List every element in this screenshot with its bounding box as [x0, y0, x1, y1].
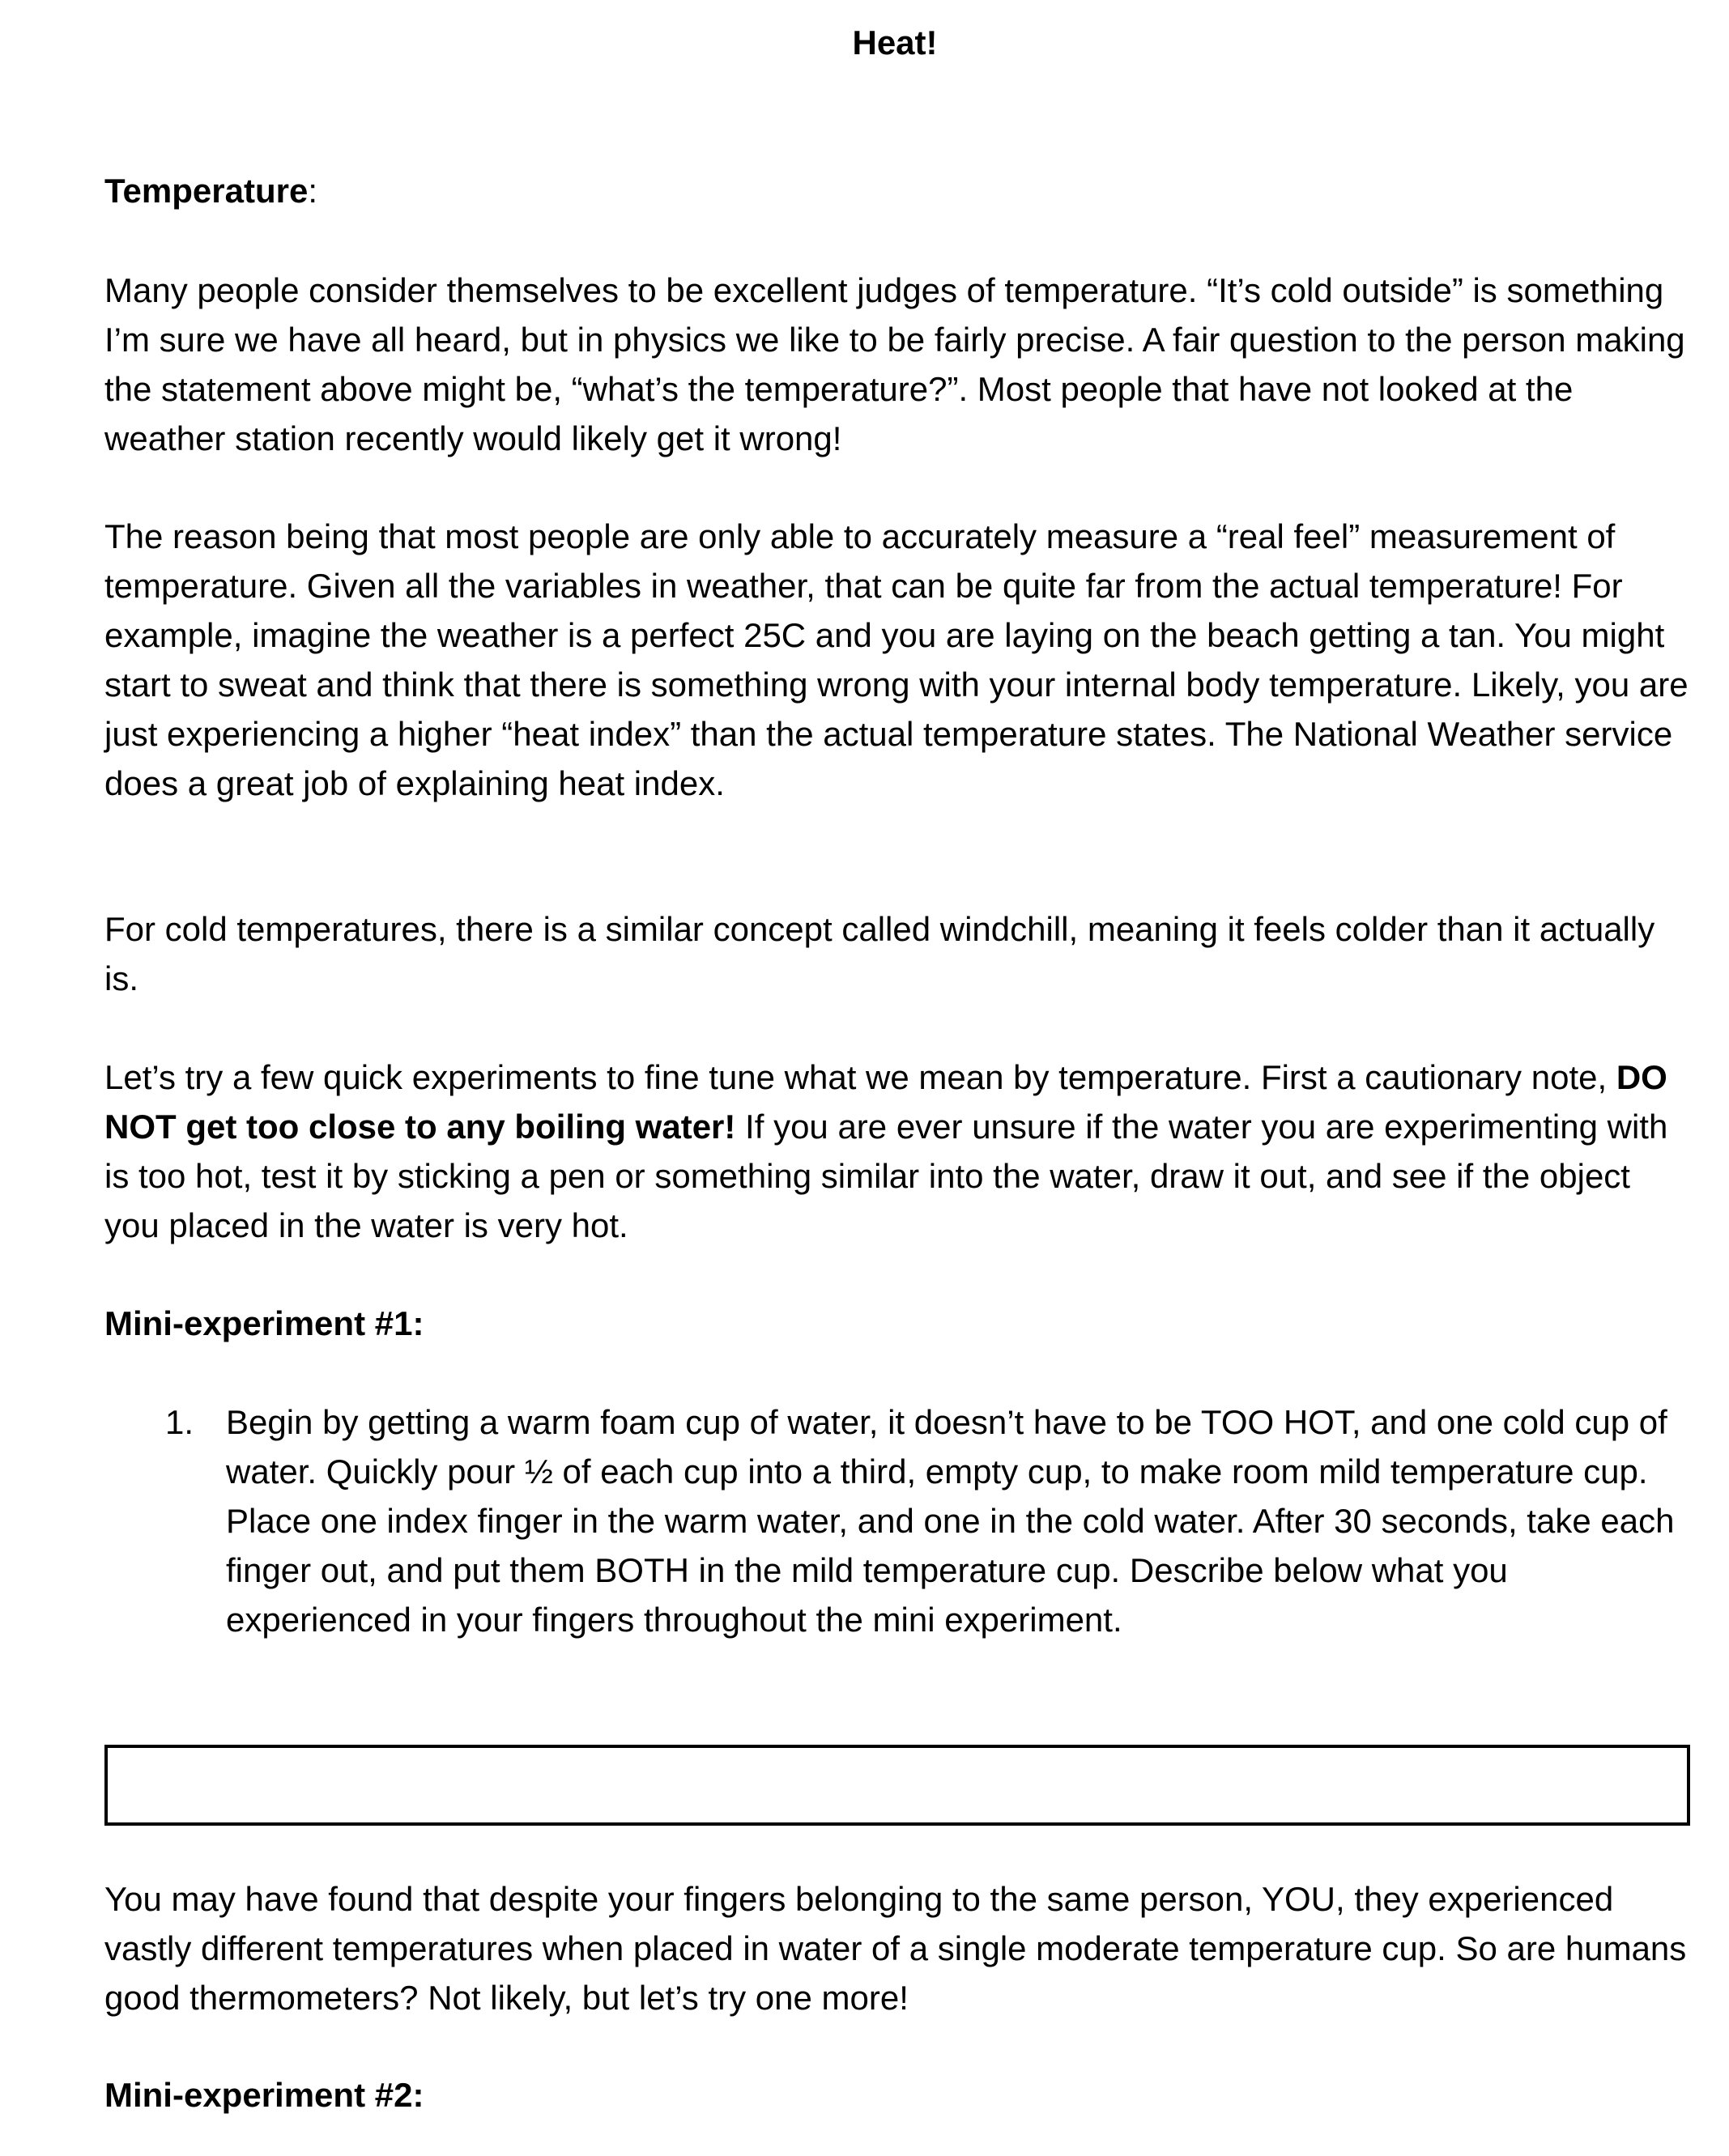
list-item: [165, 1397, 1688, 1644]
mini-experiment-2-heading: Mini-experiment #2:: [104, 2076, 424, 2114]
list-item-text: Begin by getting a warm foam cup of water, it doesn’t have to be TOO HOT, and one cold cup of water. Quickly pour ½ of each cup into a third, empty cup, to make room mild temperature cup. Place one index finger in the warm water, and one in the cold water. After 30 seconds, take each finger out, and put them BOTH in the mild temperature cup. Describe below what you experienced in your fingers throughout the mini experiment.: [226, 1403, 1675, 1639]
paragraph-1: Many people consider themselves to be excellent judges of temperature. “It’s cold outside” is something I’m sure we have all heard, but in physics we like to be fairly precise. A fair question to the person making the statement above might be, “what’s the temperature?”. Most people that have not looked at the weather station recently would likely get it wrong!: [104, 271, 1685, 457]
answer-input-box[interactable]: [104, 1745, 1690, 1826]
document-title: Heat!: [852, 23, 938, 62]
list-item-number: 1.: [165, 1403, 194, 1441]
paragraph-5: You may have found that despite your fingers belonging to the same person, YOU, they experienced vastly different temperatures when placed in water of a single moderate temperature cup. So are humans good thermometers? Not likely, but let’s try one more!: [104, 1880, 1687, 2017]
paragraph-4-text-after: If you are ever unsure if the water you are experimenting with is too hot, test it by sticking a pen or something similar into the water, draw it out, and see if the object you placed in the water is very hot.: [104, 1108, 1668, 1244]
mini-experiment-1-heading: Mini-experiment #1:: [104, 1304, 424, 1342]
section-heading-text: Temperature: [104, 172, 309, 210]
paragraph-4-text-before: Let’s try a few quick experiments to fine tune what we mean by temperature. First a cautionary note,: [104, 1058, 1616, 1096]
section-heading-colon: :: [308, 172, 317, 210]
paragraph-4: [104, 1052, 1692, 1250]
mini-experiment-1-steps: [165, 1397, 1688, 1644]
paragraph-2: The reason being that most people are only able to accurately measure a “real feel” measurement of temperature. Given all the variables in weather, that can be quite far from the actual temperature! For example, imagine the weather is a perfect 25C and you are laying on the beach getting a tan. You might start to sweat and think that there is something wrong with your internal body temperature. Likely, you are just experiencing a higher “heat index” than the actual temperature states. The National Weather service does a great job of explaining heat index.: [104, 517, 1689, 802]
section-heading-temperature: [104, 166, 1692, 215]
paragraph-3: For cold temperatures, there is a similar concept called windchill, meaning it feels colder than it actually is.: [104, 910, 1655, 997]
safety-warning: DO NOT get too close to any boiling water!: [104, 1058, 1667, 1146]
